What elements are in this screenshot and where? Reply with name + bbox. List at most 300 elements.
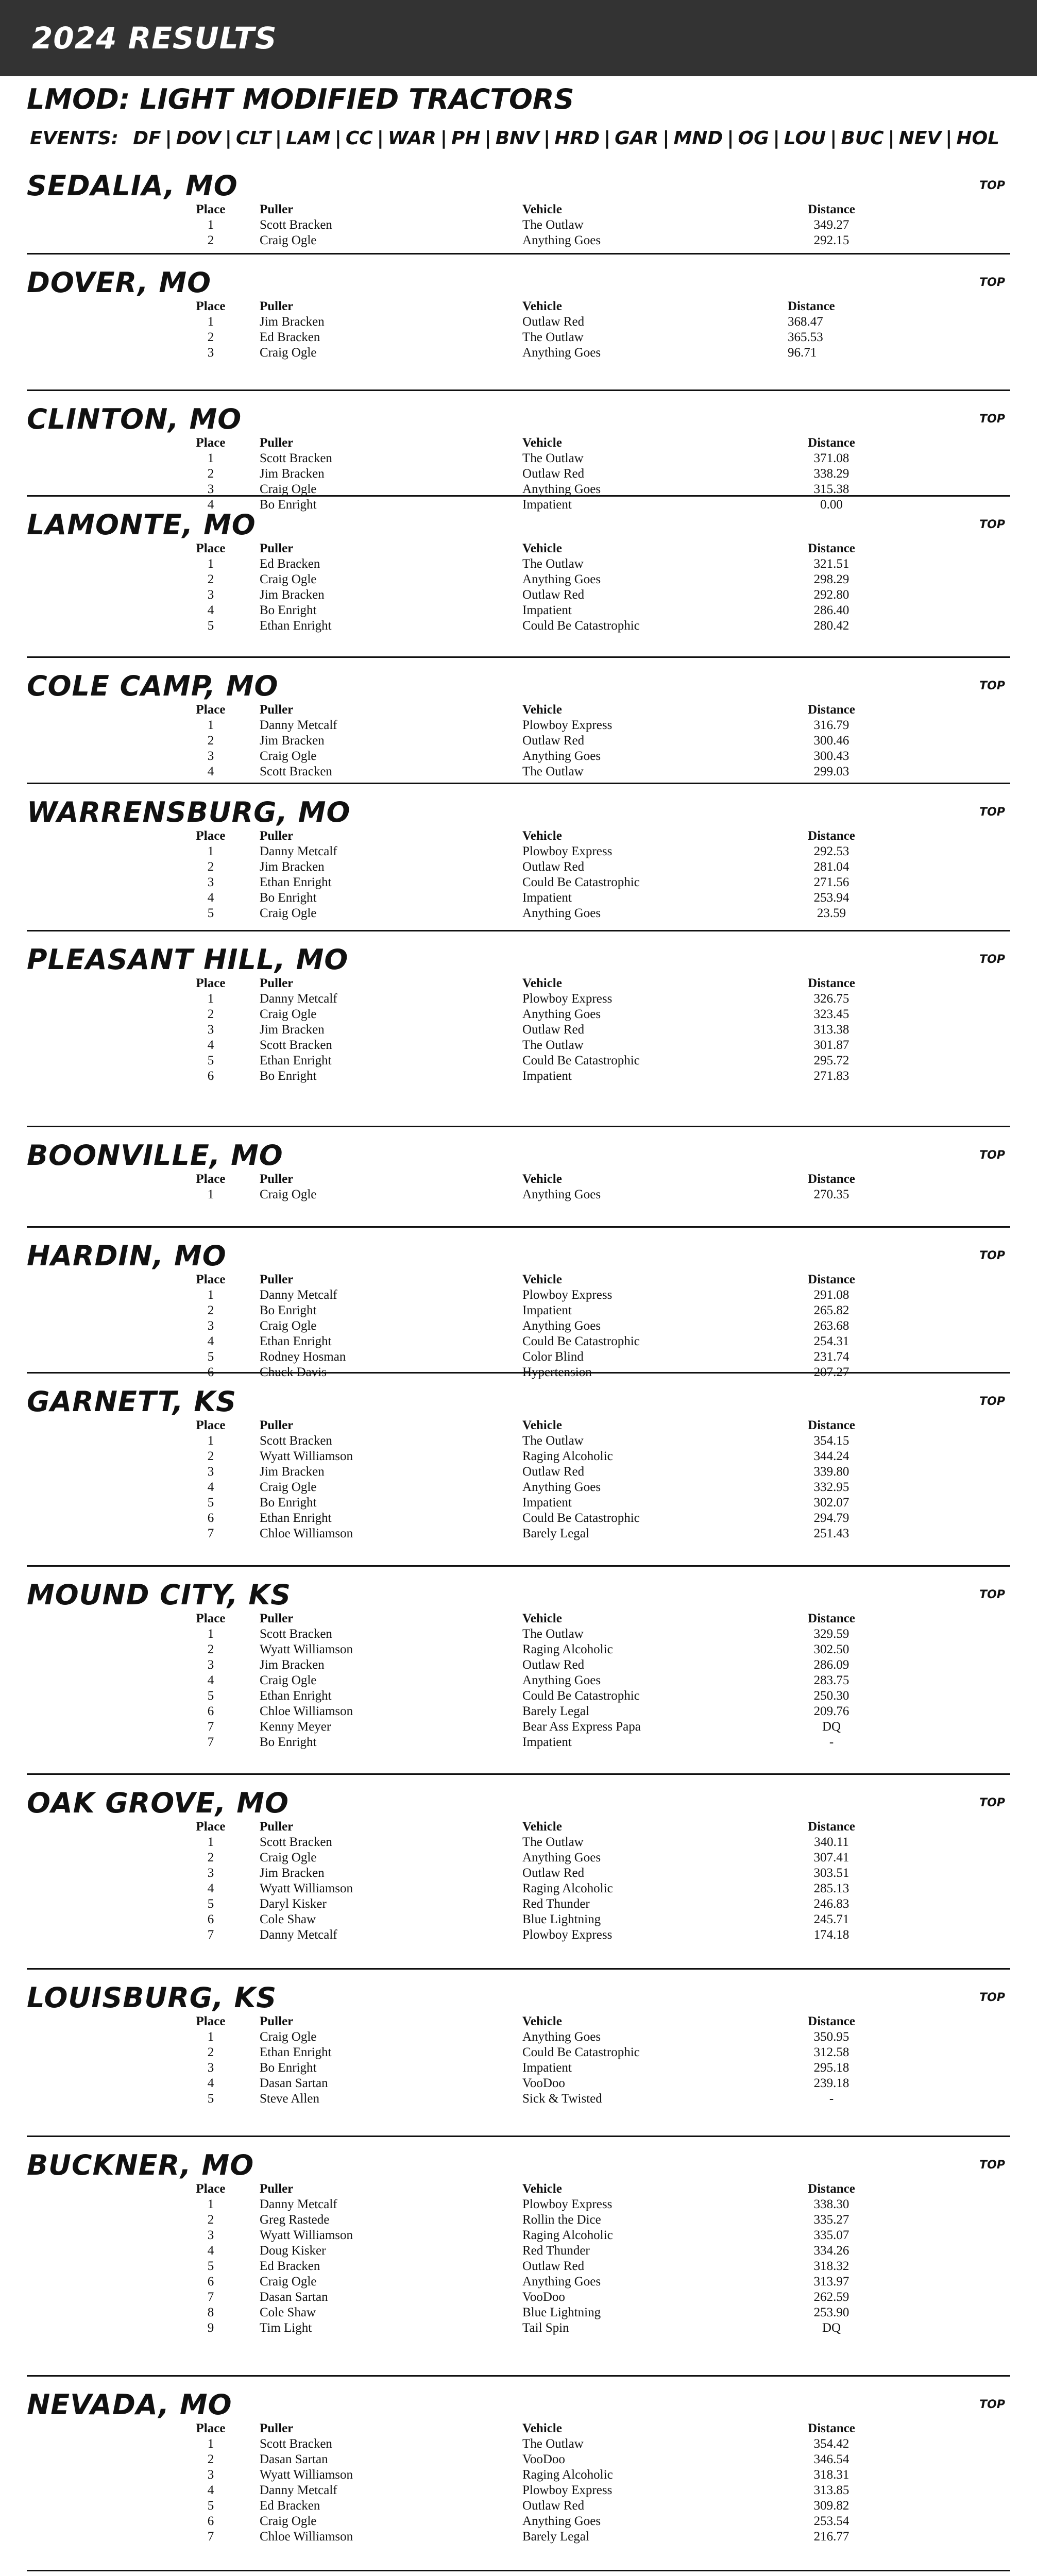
events-separator: |: [604, 128, 611, 149]
event-link-lam[interactable]: LAM: [286, 128, 331, 149]
puller-cell: Craig Ogle: [260, 2030, 317, 2044]
puller-cell: Wyatt Williamson: [260, 2468, 353, 2482]
table-row: [162, 1038, 878, 1053]
puller-cell: Scott Bracken: [260, 218, 332, 232]
distance-cell: 292.80: [813, 588, 849, 602]
results-table: [162, 202, 878, 248]
puller-cell: Jim Bracken: [260, 1866, 325, 1880]
place-cell: 2: [207, 1007, 214, 1021]
table-row: [162, 1688, 878, 1704]
distance-cell: 315.38: [813, 482, 849, 496]
vehicle-cell: Could Be Catastrophic: [522, 1054, 640, 1067]
vehicle-cell: The Outlaw: [522, 1627, 584, 1641]
distance-cell: 313.85: [813, 2483, 849, 2497]
column-header-vehicle: Vehicle: [522, 1820, 562, 1834]
table-row: [162, 603, 878, 618]
place-cell: 2: [207, 1449, 214, 1463]
event-link-ph[interactable]: PH: [451, 128, 481, 149]
place-cell: 3: [207, 2228, 214, 2242]
table-row: [162, 1464, 878, 1480]
puller-cell: Bo Enright: [260, 1496, 317, 1510]
results-table: [162, 541, 878, 634]
distance-cell: 307.41: [813, 1851, 849, 1865]
event-section-header: [27, 1239, 1010, 1272]
distance-cell: 303.51: [813, 1866, 849, 1880]
distance-cell: 298.29: [813, 572, 849, 586]
place-cell: 1: [207, 718, 214, 732]
puller-cell: Scott Bracken: [260, 1627, 332, 1641]
vehicle-cell: Plowboy Express: [522, 844, 613, 858]
table-row: [162, 1704, 878, 1719]
table-row: [162, 2259, 878, 2274]
vehicle-cell: Anything Goes: [522, 1851, 601, 1865]
distance-cell: 338.30: [813, 2197, 849, 2211]
event-section: [27, 2377, 1010, 2571]
distance-cell: 262.59: [813, 2290, 849, 2304]
event-section: [27, 1228, 1010, 1379]
place-cell: 4: [207, 498, 214, 512]
vehicle-cell: The Outlaw: [522, 1434, 584, 1448]
distance-cell: 283.75: [813, 1673, 849, 1687]
table-row: [162, 764, 878, 779]
back-to-top-link[interactable]: TOP: [979, 1796, 1005, 1809]
place-cell: 1: [207, 557, 214, 571]
events-separator: |: [225, 128, 232, 149]
column-header-vehicle: Vehicle: [522, 976, 562, 990]
distance-cell: 270.35: [813, 1188, 849, 1201]
event-link-lou[interactable]: LOU: [784, 128, 826, 149]
puller-cell: Ethan Enright: [260, 2045, 332, 2059]
table-row: [162, 1626, 878, 1642]
place-cell: 1: [207, 315, 214, 329]
table-row: [162, 2197, 878, 2212]
place-cell: 5: [207, 2499, 214, 2513]
table-header-row: [162, 2014, 878, 2029]
vehicle-cell: The Outlaw: [522, 1835, 584, 1849]
event-link-buc[interactable]: BUC: [841, 128, 884, 149]
puller-cell: Chuck Davis: [260, 1365, 327, 1379]
column-header-distance: Distance: [808, 1273, 855, 1286]
event-link-og[interactable]: OG: [738, 128, 769, 149]
vehicle-cell: Red Thunder: [522, 1897, 590, 1911]
distance-cell: 313.97: [813, 2275, 849, 2289]
back-to-top-link[interactable]: TOP: [979, 2398, 1005, 2411]
event-section: [27, 2571, 1010, 2576]
vehicle-cell: Color Blind: [522, 1350, 584, 1364]
vehicle-cell: Raging Alcoholic: [522, 1882, 613, 1895]
back-to-top-link[interactable]: TOP: [979, 953, 1005, 966]
event-location-title: WARRENSBURG, MO: [27, 795, 351, 828]
back-to-top-link[interactable]: TOP: [979, 1249, 1005, 1262]
event-section: [27, 1970, 1010, 2137]
distance-cell: 354.42: [813, 2437, 849, 2451]
distance-cell: 250.30: [813, 1689, 849, 1703]
table-row: [162, 1835, 878, 1850]
vehicle-cell: Impatient: [522, 1496, 572, 1510]
event-section: [27, 497, 1010, 658]
puller-cell: Craig Ogle: [260, 1480, 317, 1494]
puller-cell: Craig Ogle: [260, 749, 317, 763]
puller-cell: Dasan Sartan: [260, 2290, 328, 2304]
table-row: [162, 718, 878, 733]
table-row: [162, 1850, 878, 1866]
column-header-vehicle: Vehicle: [522, 541, 562, 555]
distance-cell: -: [829, 2092, 834, 2106]
column-header-distance: Distance: [808, 541, 855, 555]
distance-cell: 340.11: [814, 1835, 849, 1849]
puller-cell: Ethan Enright: [260, 1054, 332, 1067]
table-row: [162, 1318, 878, 1334]
vehicle-cell: Anything Goes: [522, 1480, 601, 1494]
column-header-distance: Distance: [808, 829, 855, 843]
place-cell: 2: [207, 467, 214, 481]
place-cell: 7: [207, 1735, 214, 1749]
vehicle-cell: Anything Goes: [522, 1673, 601, 1687]
table-row: [162, 890, 878, 906]
event-location-title: CLINTON, MO: [27, 402, 242, 435]
puller-cell: Craig Ogle: [260, 906, 317, 920]
table-row: [162, 1927, 878, 1943]
puller-cell: Scott Bracken: [260, 1835, 332, 1849]
place-cell: 5: [207, 1350, 214, 1364]
puller-cell: Bo Enright: [260, 1069, 317, 1083]
vehicle-cell: Could Be Catastrophic: [522, 1334, 640, 1348]
distance-cell: 335.27: [813, 2213, 849, 2227]
column-header-puller: Puller: [260, 202, 294, 216]
table-row: [162, 733, 878, 749]
column-header-puller: Puller: [260, 1820, 294, 1834]
column-header-puller: Puller: [260, 2182, 294, 2196]
table-row: [162, 451, 878, 466]
table-row: [162, 1480, 878, 1495]
puller-cell: Ed Bracken: [260, 2499, 320, 2513]
place-cell: 6: [207, 1069, 214, 1083]
column-header-vehicle: Vehicle: [522, 299, 562, 313]
place-cell: 4: [207, 765, 214, 778]
events-separator: |: [484, 128, 491, 149]
table-header-row: [162, 1819, 878, 1835]
table-row: [162, 1866, 878, 1881]
puller-cell: Bo Enright: [260, 2061, 317, 2075]
table-row: [162, 2243, 878, 2259]
back-to-top-link[interactable]: TOP: [979, 1148, 1005, 1162]
event-link-bnv[interactable]: BNV: [495, 128, 540, 149]
column-header-place: Place: [196, 2421, 226, 2435]
event-section: [27, 1567, 1010, 1775]
place-cell: 1: [207, 2437, 214, 2451]
event-section-header: [27, 1385, 1010, 1418]
back-to-top-link[interactable]: TOP: [979, 679, 1005, 692]
vehicle-cell: Anything Goes: [522, 482, 601, 496]
place-cell: 7: [207, 1527, 214, 1540]
vehicle-cell: Barely Legal: [522, 1527, 589, 1540]
vehicle-cell: VooDoo: [522, 2076, 565, 2090]
table-row: [162, 844, 878, 859]
distance-cell: 354.15: [813, 1434, 849, 1448]
table-row: [162, 2514, 878, 2529]
puller-cell: Bo Enright: [260, 498, 317, 512]
vehicle-cell: Outlaw Red: [522, 2499, 585, 2513]
puller-cell: Jim Bracken: [260, 1658, 325, 1672]
puller-cell: Danny Metcalf: [260, 2197, 337, 2211]
place-cell: 3: [207, 588, 214, 602]
puller-cell: Wyatt Williamson: [260, 2228, 353, 2242]
distance-cell: 295.18: [813, 2061, 849, 2075]
place-cell: 1: [207, 451, 214, 465]
puller-cell: Ed Bracken: [260, 557, 320, 571]
distance-cell: 23.59: [817, 906, 846, 920]
table-header-row: [162, 299, 880, 314]
event-location-title: LAMONTE, MO: [27, 508, 256, 541]
distance-cell: -: [829, 1735, 834, 1749]
table-header-row: [162, 828, 878, 844]
puller-cell: Danny Metcalf: [260, 992, 337, 1006]
vehicle-cell: The Outlaw: [522, 218, 584, 232]
distance-cell: 309.82: [813, 2499, 849, 2513]
table-header-row: [162, 1272, 878, 1287]
vehicle-cell: Outlaw Red: [522, 467, 585, 481]
column-header-place: Place: [196, 2182, 226, 2196]
column-header-distance: Distance: [808, 1820, 855, 1834]
table-row: [162, 1334, 878, 1349]
table-row: [162, 2212, 878, 2228]
distance-cell: 291.08: [813, 1288, 849, 1302]
table-row: [162, 330, 880, 345]
column-header-puller: Puller: [260, 976, 294, 990]
table-header-row: [162, 2421, 878, 2436]
event-link-clt[interactable]: CLT: [235, 128, 271, 149]
column-header-puller: Puller: [260, 829, 294, 843]
place-cell: 1: [207, 844, 214, 858]
vehicle-cell: Sick & Twisted: [522, 2092, 602, 2106]
vehicle-cell: Bear Ass Express Papa: [522, 1720, 641, 1734]
puller-cell: Craig Ogle: [260, 1673, 317, 1687]
place-cell: 7: [207, 1720, 214, 1734]
vehicle-cell: Plowboy Express: [522, 718, 613, 732]
event-link-nev[interactable]: NEV: [898, 128, 942, 149]
events-separator: |: [830, 128, 837, 149]
events-separator: |: [334, 128, 342, 149]
vehicle-cell: The Outlaw: [522, 330, 584, 344]
vehicle-cell: The Outlaw: [522, 765, 584, 778]
back-to-top-link[interactable]: TOP: [979, 1588, 1005, 1601]
event-link-war[interactable]: WAR: [387, 128, 436, 149]
puller-cell: Craig Ogle: [260, 1007, 317, 1021]
column-header-place: Place: [196, 1273, 226, 1286]
table-row: [162, 345, 880, 361]
back-to-top-link[interactable]: TOP: [979, 179, 1005, 192]
column-header-distance: Distance: [788, 299, 835, 313]
table-header-row: [162, 702, 878, 718]
distance-cell: 302.07: [813, 1496, 849, 1510]
distance-cell: 292.15: [813, 233, 849, 247]
column-header-place: Place: [196, 202, 226, 216]
vehicle-cell: Anything Goes: [522, 2514, 601, 2528]
event-link-dov[interactable]: DOV: [176, 128, 221, 149]
vehicle-cell: Raging Alcoholic: [522, 1642, 613, 1656]
place-cell: 2: [207, 2213, 214, 2227]
page-title: 2024 RESULTS: [32, 21, 277, 56]
vehicle-cell: Anything Goes: [522, 233, 601, 247]
event-section: [27, 391, 1010, 512]
vehicle-cell: Plowboy Express: [522, 1288, 613, 1302]
events-separator: |: [440, 128, 448, 149]
back-to-top-link[interactable]: TOP: [979, 1395, 1005, 1408]
place-cell: 1: [207, 218, 214, 232]
event-link-gar[interactable]: GAR: [615, 128, 659, 149]
back-to-top-link[interactable]: TOP: [979, 276, 1005, 289]
place-cell: 3: [207, 1658, 214, 1672]
vehicle-cell: VooDoo: [522, 2290, 565, 2304]
place-cell: 5: [207, 1496, 214, 1510]
puller-cell: Craig Ogle: [260, 2275, 317, 2289]
vehicle-cell: Outlaw Red: [522, 1023, 585, 1037]
place-cell: 3: [207, 2468, 214, 2482]
place-cell: 2: [207, 860, 214, 874]
place-cell: 4: [207, 2483, 214, 2497]
distance-cell: 318.32: [813, 2259, 849, 2273]
table-row: [162, 618, 878, 634]
vehicle-cell: Plowboy Express: [522, 992, 613, 1006]
main-content: [0, 76, 1037, 2576]
back-to-top-link[interactable]: TOP: [979, 2158, 1005, 2172]
puller-cell: Craig Ogle: [260, 1188, 317, 1201]
table-row: [162, 233, 878, 248]
puller-cell: Steve Allen: [260, 2092, 319, 2106]
vehicle-cell: Anything Goes: [522, 346, 601, 360]
distance-cell: 300.46: [813, 734, 849, 748]
distance-cell: 280.42: [813, 619, 849, 633]
puller-cell: Ethan Enright: [260, 1511, 332, 1525]
table-row: [162, 1287, 878, 1303]
puller-cell: Jim Bracken: [260, 1023, 325, 1037]
events-separator: |: [945, 128, 953, 149]
place-cell: 2: [207, 572, 214, 586]
event-location-title: HARDIN, MO: [27, 1239, 227, 1272]
event-link-cc[interactable]: CC: [345, 128, 373, 149]
results-table: [162, 828, 878, 921]
table-row: [162, 556, 878, 572]
distance-cell: 302.50: [813, 1642, 849, 1656]
distance-cell: 286.40: [813, 603, 849, 617]
distance-cell: 312.58: [813, 2045, 849, 2059]
table-row: [162, 217, 878, 233]
table-row: [162, 314, 880, 330]
table-row: [162, 1657, 878, 1673]
place-cell: 2: [207, 2452, 214, 2466]
place-cell: 4: [207, 603, 214, 617]
distance-cell: 263.68: [813, 1319, 849, 1333]
distance-cell: 281.04: [813, 860, 849, 874]
column-header-puller: Puller: [260, 1612, 294, 1625]
puller-cell: Chloe Williamson: [260, 2530, 353, 2544]
event-link-hol[interactable]: HOL: [956, 128, 1000, 149]
event-link-df[interactable]: DF: [133, 128, 161, 149]
puller-cell: Jim Bracken: [260, 467, 325, 481]
event-section-header: [27, 2388, 1010, 2421]
distance-cell: 174.18: [813, 1928, 849, 1942]
table-header-row: [162, 1418, 878, 1433]
distance-cell: 301.87: [813, 1038, 849, 1052]
column-header-place: Place: [196, 703, 226, 717]
vehicle-cell: The Outlaw: [522, 557, 584, 571]
table-header-row: [162, 2181, 878, 2197]
vehicle-cell: Could Be Catastrophic: [522, 875, 640, 889]
events-label: EVENTS:: [30, 128, 119, 149]
back-to-top-link[interactable]: TOP: [979, 518, 1005, 531]
place-cell: 4: [207, 1882, 214, 1895]
place-cell: 5: [207, 619, 214, 633]
back-to-top-link[interactable]: TOP: [979, 805, 1005, 819]
puller-cell: Chloe Williamson: [260, 1527, 353, 1540]
results-table: [162, 1172, 878, 1202]
event-link-hrd[interactable]: HRD: [554, 128, 600, 149]
place-cell: 4: [207, 1480, 214, 1494]
class-title: LMOD: LIGHT MODIFIED TRACTORS: [27, 83, 574, 115]
puller-cell: Doug Kisker: [260, 2244, 326, 2258]
column-header-place: Place: [196, 541, 226, 555]
column-header-distance: Distance: [808, 976, 855, 990]
back-to-top-link[interactable]: TOP: [979, 412, 1005, 426]
page-header: [0, 0, 1037, 76]
place-cell: 9: [207, 2321, 214, 2335]
table-row: [162, 2467, 878, 2483]
vehicle-cell: Outlaw Red: [522, 860, 585, 874]
table-row: [162, 466, 878, 482]
distance-cell: 334.26: [813, 2244, 849, 2258]
distance-cell: 339.80: [813, 1465, 849, 1479]
table-header-row: [162, 202, 878, 217]
column-header-vehicle: Vehicle: [522, 202, 562, 216]
vehicle-cell: Anything Goes: [522, 749, 601, 763]
distance-cell: 335.07: [813, 2228, 849, 2242]
column-header-vehicle: Vehicle: [522, 1418, 562, 1432]
puller-cell: Craig Ogle: [260, 1319, 317, 1333]
place-cell: 5: [207, 1897, 214, 1911]
place-cell: 2: [207, 2045, 214, 2059]
vehicle-cell: Anything Goes: [522, 1319, 601, 1333]
event-link-mnd[interactable]: MND: [673, 128, 723, 149]
table-row: [162, 572, 878, 587]
table-row: [162, 2436, 878, 2452]
vehicle-cell: VooDoo: [522, 2452, 565, 2466]
puller-cell: Daryl Kisker: [260, 1897, 327, 1911]
table-row: [162, 875, 878, 890]
distance-cell: 368.47: [788, 315, 823, 329]
distance-cell: 245.71: [813, 1912, 849, 1926]
back-to-top-link[interactable]: TOP: [979, 1991, 1005, 2004]
table-row: [162, 587, 878, 603]
table-row: [162, 2091, 878, 2107]
distance-cell: 323.45: [813, 1007, 849, 1021]
table-row: [162, 1719, 878, 1735]
place-cell: 4: [207, 2076, 214, 2090]
event-section: [27, 658, 1010, 784]
vehicle-cell: Could Be Catastrophic: [522, 1511, 640, 1525]
column-header-puller: Puller: [260, 2421, 294, 2435]
distance-cell: 321.51: [813, 557, 849, 571]
place-cell: 1: [207, 2197, 214, 2211]
column-header-puller: Puller: [260, 1172, 294, 1186]
event-section-header: [27, 795, 1010, 828]
vehicle-cell: Outlaw Red: [522, 1866, 585, 1880]
vehicle-cell: The Outlaw: [522, 451, 584, 465]
distance-cell: 286.09: [813, 1658, 849, 1672]
table-row: [162, 1642, 878, 1657]
table-row: [162, 1449, 878, 1464]
distance-cell: 0.00: [820, 498, 843, 512]
puller-cell: Scott Bracken: [260, 451, 332, 465]
